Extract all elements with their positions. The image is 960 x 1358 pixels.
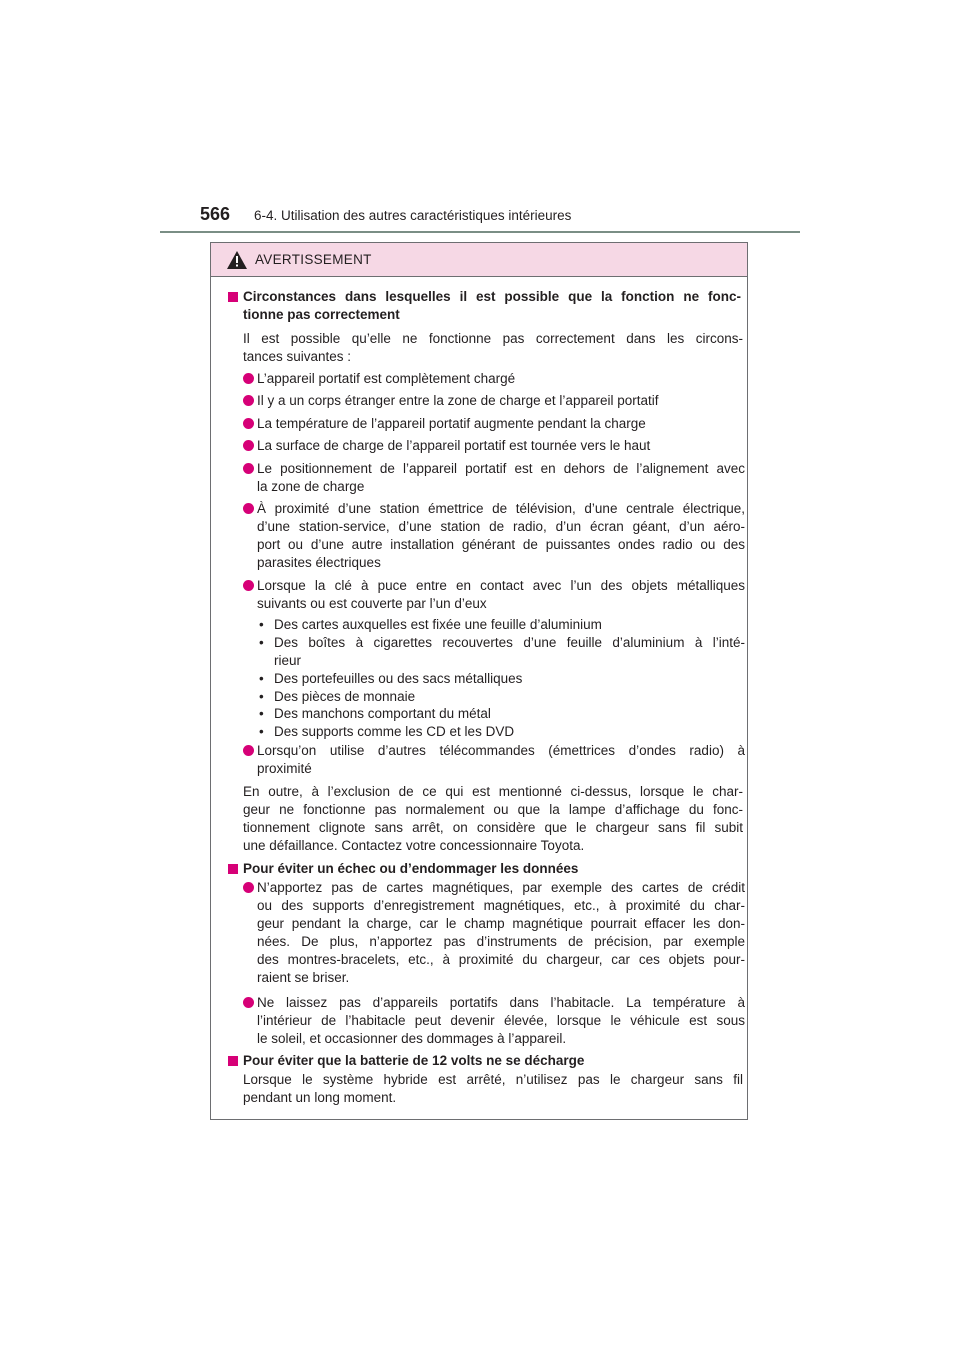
list-item (243, 437, 745, 455)
sub-list-text: rieur (274, 653, 302, 668)
list-item (243, 500, 745, 572)
bullet-dot-icon (243, 745, 254, 756)
sub-list-text: Des portefeuilles ou des sacs métalliques (274, 671, 523, 686)
list-item (243, 415, 745, 433)
paragraph (243, 1071, 743, 1107)
sub-bullet-marker: • (259, 617, 264, 632)
list-item-text: À proximité d’une station émettrice de télévision, d’une centrale électrique, (257, 501, 745, 516)
list-item-text: Lorsque la clé à puce entre en contact avec l’un des objets métalliques (257, 578, 745, 593)
list-item-text: Ne laissez pas d’appareils portatifs dans l’habitacle. La température à (257, 995, 745, 1010)
list-item (243, 392, 745, 410)
sub-list-item (259, 688, 745, 706)
list-item (243, 994, 745, 1048)
text-line: geur ne fonctionne pas normalement ou que la lampe d’affichage du fonc- (243, 802, 743, 817)
section-title: 6-4. Utilisation des autres caractéristiques intérieures (254, 208, 572, 223)
heading-line: Pour éviter un échec ou d’endommager les données (243, 861, 579, 876)
list-item-text: proximité (257, 761, 312, 776)
list-item-text: parasites électriques (257, 555, 381, 570)
sub-bullet-marker: • (259, 689, 264, 704)
paragraph (243, 783, 743, 855)
bullet-dot-icon (243, 440, 254, 451)
list-item-text: raient se briser. (257, 970, 350, 985)
list-item (243, 370, 745, 388)
sub-list-text: Des boîtes à cigarettes recouvertes d’une feuille d’aluminium à l’inté- (274, 635, 745, 650)
sub-list-item (259, 670, 745, 688)
sub-list-item (259, 616, 745, 634)
list-item-text: La surface de charge de l’appareil portatif est tournée vers le haut (257, 438, 651, 453)
list-item-text: d’une station-service, d’une station de radio, d’un écran géant, d’un aéro- (257, 519, 745, 534)
list-item (243, 577, 745, 613)
list-item-text: des montres-bracelets, etc., à proximité du chargeur, car ces objets pour- (257, 952, 745, 967)
list-item-text: suivants ou est couverte par l’un d’eux (257, 596, 487, 611)
text-line: pendant un long moment. (243, 1090, 397, 1105)
bullet-dot-icon (243, 395, 254, 406)
sub-list-item (259, 634, 745, 670)
page-number: 566 (200, 204, 231, 224)
list-item-text: Il y a un corps étranger entre la zone de charge et l’appareil portatif (257, 393, 659, 408)
square-bullet-icon (228, 864, 238, 874)
text-line: Lorsque le système hybride est arrêté, n’utilisez pas le chargeur sans fil (243, 1072, 743, 1087)
bullet-dot-icon (243, 418, 254, 429)
sub-list-text: Des cartes auxquelles est fixée une feuille d’aluminium (274, 617, 602, 632)
text-line: En outre, à l’exclusion de ce qui est mentionné ci-dessus, lorsque le char- (243, 784, 743, 799)
list-item-text: la zone de charge (257, 479, 365, 494)
list-item-text: le soleil, et occasionner des dommages à l’appareil. (257, 1031, 567, 1046)
bullet-dot-icon (243, 463, 254, 474)
warning-triangle-icon (227, 251, 247, 269)
sub-bullet-marker: • (259, 706, 264, 721)
sub-bullet-marker: • (259, 671, 264, 686)
list-item-text: L’appareil portatif est complètement chargé (257, 371, 516, 386)
sub-bullet-marker: • (259, 724, 264, 739)
list-item-text: port ou d’une autre installation générant de puissantes ondes radio ou des (257, 537, 745, 552)
section-heading (229, 288, 741, 324)
warning-title: AVERTISSEMENT (255, 252, 372, 267)
warning-header (211, 243, 747, 277)
header-rule (160, 231, 800, 233)
list-item-text: l’intérieur de l’habitacle peut devenir élevée, lorsque le véhicule est sous (257, 1013, 745, 1028)
bullet-dot-icon (243, 882, 254, 893)
square-bullet-icon (228, 292, 238, 302)
section-heading (229, 1052, 741, 1070)
sub-list-item (259, 705, 745, 723)
text-line: Il est possible qu’elle ne fonctionne pas correctement dans les circons- (243, 331, 743, 346)
sub-list-text: Des manchons comportant du métal (274, 706, 491, 721)
bullet-dot-icon (243, 373, 254, 384)
sub-bullet-marker: • (259, 635, 264, 650)
text-line: tionnement clignote sans arrêt, on considère que le chargeur sans fil subit (243, 820, 743, 835)
section-heading (229, 860, 741, 878)
list-item-text: N’apportez pas de cartes magnétiques, par exemple des cartes de crédit (257, 880, 745, 895)
sub-list-text: Des pièces de monnaie (274, 689, 416, 704)
list-item-text: Lorsqu’on utilise d’autres télécommandes (émettrices d’ondes radio) à (257, 743, 745, 758)
list-item (243, 879, 745, 987)
list-item-text: ou des supports d’enregistrement magnétiques, etc., à proximité du char- (257, 898, 745, 913)
text-line: une défaillance. Contactez votre concessionnaire Toyota. (243, 838, 585, 853)
bullet-dot-icon (243, 580, 254, 591)
paragraph (243, 330, 743, 366)
list-item-text: nées. De plus, n’apportez pas d’instruments de précision, par exemple (257, 934, 745, 949)
sub-list-text: Des supports comme les CD et les DVD (274, 724, 515, 739)
sub-list-item (259, 723, 745, 741)
square-bullet-icon (228, 1056, 238, 1066)
list-item (243, 460, 745, 496)
bullet-dot-icon (243, 503, 254, 514)
list-item-text: La température de l’appareil portatif augmente pendant la charge (257, 416, 646, 431)
bullet-dot-icon (243, 997, 254, 1008)
warning-box (210, 242, 748, 1120)
list-item (243, 742, 745, 778)
list-item-text: geur pendant la charge, car le champ magnétique pourrait effacer les don- (257, 916, 745, 931)
list-item-text: Le positionnement de l’appareil portatif est en dehors de l’alignement avec (257, 461, 745, 476)
heading-line: Pour éviter que la batterie de 12 volts ne se décharge (243, 1053, 585, 1068)
heading-line: Circonstances dans lesquelles il est possible que la fonction ne fonc- (243, 289, 741, 304)
heading-line: tionne pas correctement (243, 307, 400, 322)
text-line: tances suivantes : (243, 349, 352, 364)
